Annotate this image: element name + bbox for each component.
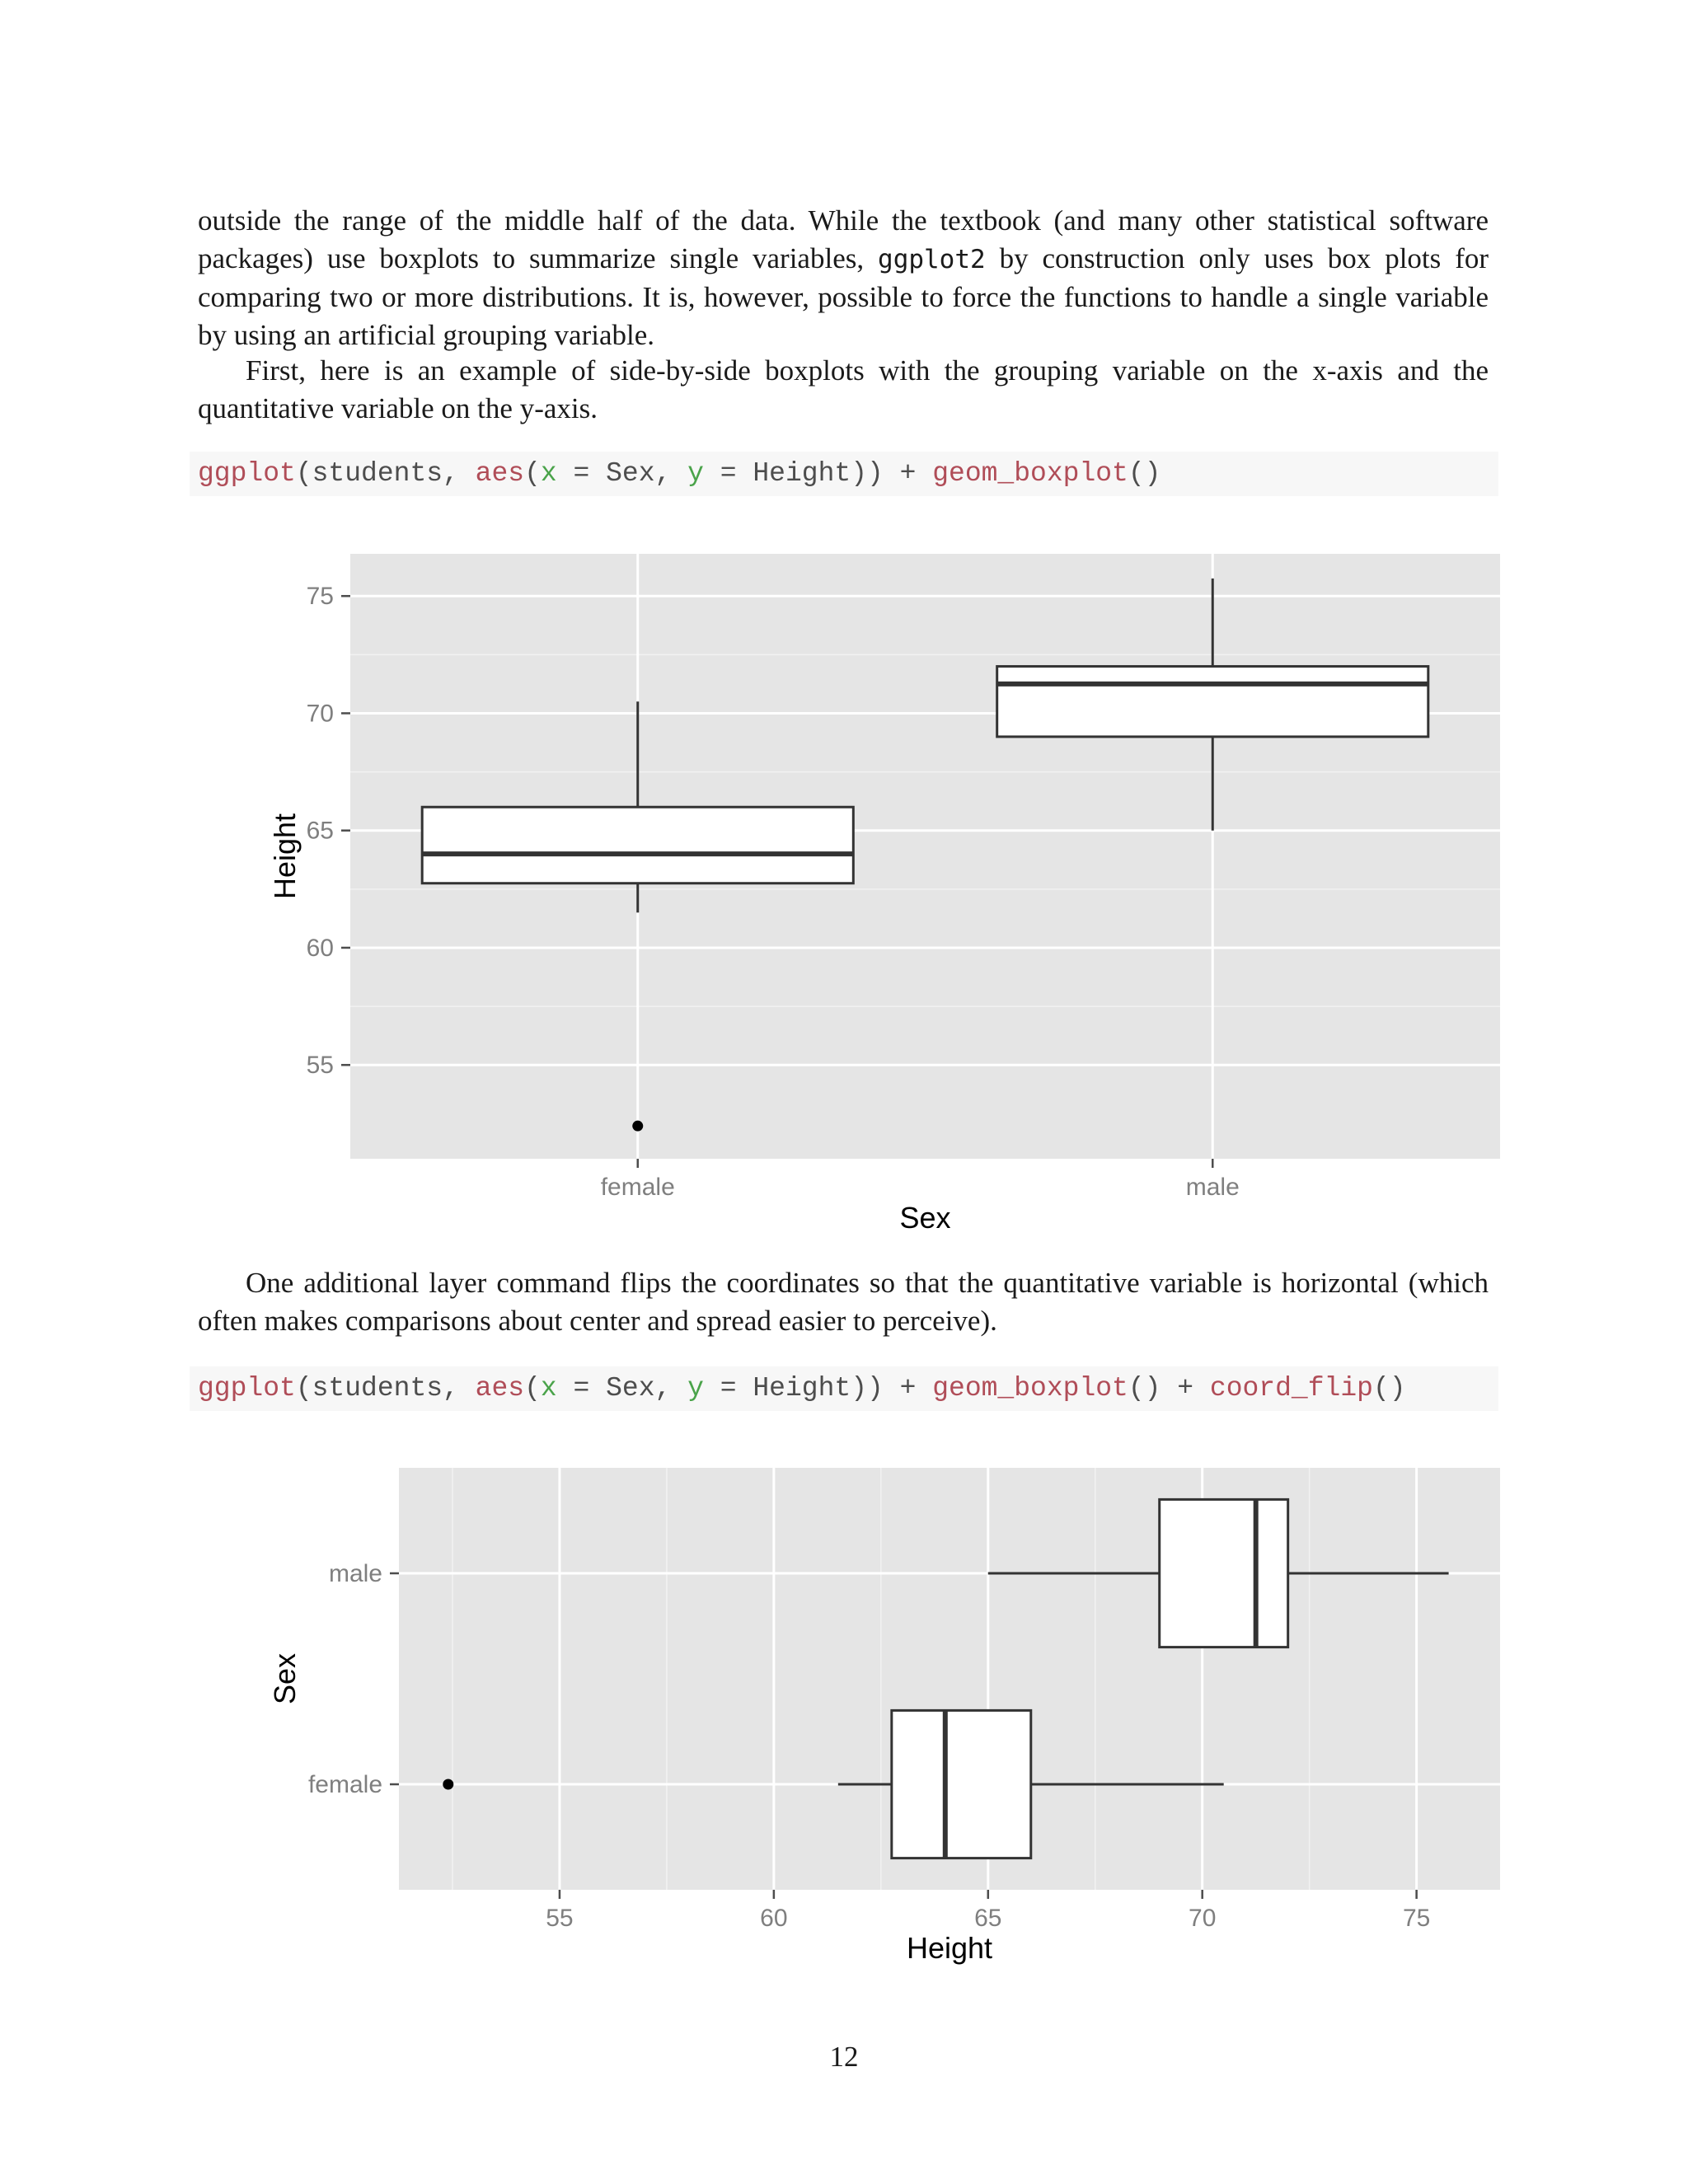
- code1-token-6: y: [687, 458, 704, 489]
- y-tick-label: 65: [306, 817, 334, 845]
- code2-token-2: aes: [475, 1373, 525, 1404]
- code2-token-4: x: [540, 1373, 557, 1404]
- y-tick-label-female: female: [307, 1771, 382, 1798]
- code2-token-5: = Sex,: [556, 1373, 688, 1404]
- code1-token-1: (students,: [295, 458, 476, 489]
- box-female: [892, 1710, 1031, 1858]
- code1-token-8: geom_boxplot: [932, 458, 1128, 489]
- boxplot-figure-horizontal: [268, 1451, 1508, 1978]
- x-tick-label: 60: [760, 1905, 788, 1932]
- code2-token-7: = Height)) +: [703, 1373, 933, 1404]
- code1-token-7: = Height)) +: [703, 458, 933, 489]
- code2-token-8: geom_boxplot: [932, 1373, 1128, 1404]
- paragraph-1-text-a: outside the range of the middle half of the data. While the textbook (and many other statistical software packages) use boxplots to summarize single variables,: [198, 204, 1489, 274]
- code-block-1: [190, 452, 1498, 496]
- y-tick-label: 75: [306, 583, 334, 611]
- y-axis-title: Height: [268, 813, 302, 900]
- code2-token-3: (: [524, 1373, 541, 1404]
- code1-token-0: ggplot: [198, 458, 296, 489]
- y-tick-label: 55: [306, 1052, 334, 1080]
- code1-token-2: aes: [475, 458, 525, 489]
- boxplot-vertical-chart: [268, 527, 1508, 1253]
- y-tick-label-male: male: [328, 1560, 382, 1587]
- paragraph-2-text: First, here is an example of side-by-side boxplots with the grouping variable on the x-axis and the quantitative variable on the y-axis.: [198, 354, 1489, 424]
- code2-token-10: coord_flip: [1209, 1373, 1373, 1404]
- x-axis-title: Height: [906, 1931, 993, 1965]
- y-tick-label: 60: [306, 934, 334, 962]
- code2-token-0: ggplot: [198, 1373, 296, 1404]
- code1-token-5: = Sex,: [556, 458, 688, 489]
- box-male: [1160, 1499, 1288, 1647]
- code1-token-3: (: [524, 458, 541, 489]
- x-tick-label: 70: [1189, 1905, 1217, 1932]
- code2-token-9: () +: [1128, 1373, 1210, 1404]
- paragraph-1-text-b: by construction only uses box plots for comparing two or more distributions. It is, however, possible to force the functions to handle a single variable by using an artificial grouping variable.: [198, 241, 1489, 351]
- x-tick-label-male: male: [1185, 1174, 1240, 1201]
- code2-token-11: (): [1372, 1373, 1406, 1404]
- code2-token-1: (students,: [295, 1373, 476, 1404]
- page-number: 12: [829, 2041, 859, 2073]
- inline-code-ggplot2: ggplot2: [878, 244, 986, 274]
- x-tick-label: 65: [974, 1905, 1002, 1932]
- boxplot-figure-vertical: [268, 527, 1508, 1253]
- outlier-female: [632, 1121, 643, 1132]
- paragraph-2: [198, 352, 1489, 427]
- code-block-2: [190, 1366, 1498, 1411]
- y-axis-title: Sex: [268, 1652, 302, 1705]
- box-male: [997, 667, 1428, 737]
- code2-token-6: y: [687, 1373, 704, 1404]
- boxplot-horizontal-chart: [268, 1451, 1508, 1978]
- paragraph-3: [198, 1264, 1489, 1339]
- y-tick-label: 70: [306, 700, 334, 728]
- outlier-female: [443, 1779, 453, 1790]
- box-female: [422, 807, 853, 883]
- code1-token-4: x: [540, 458, 557, 489]
- code1-token-9: (): [1128, 458, 1161, 489]
- paragraph-1: [198, 202, 1489, 354]
- x-tick-label: 55: [546, 1905, 574, 1932]
- x-tick-label-female: female: [600, 1174, 675, 1201]
- x-tick-label: 75: [1402, 1905, 1431, 1932]
- x-axis-title: Sex: [899, 1201, 951, 1235]
- paragraph-3-text: One additional layer command flips the coordinates so that the quantitative variable is horizontal (which often makes comparisons about center and spread easier to perceive).: [198, 1267, 1489, 1337]
